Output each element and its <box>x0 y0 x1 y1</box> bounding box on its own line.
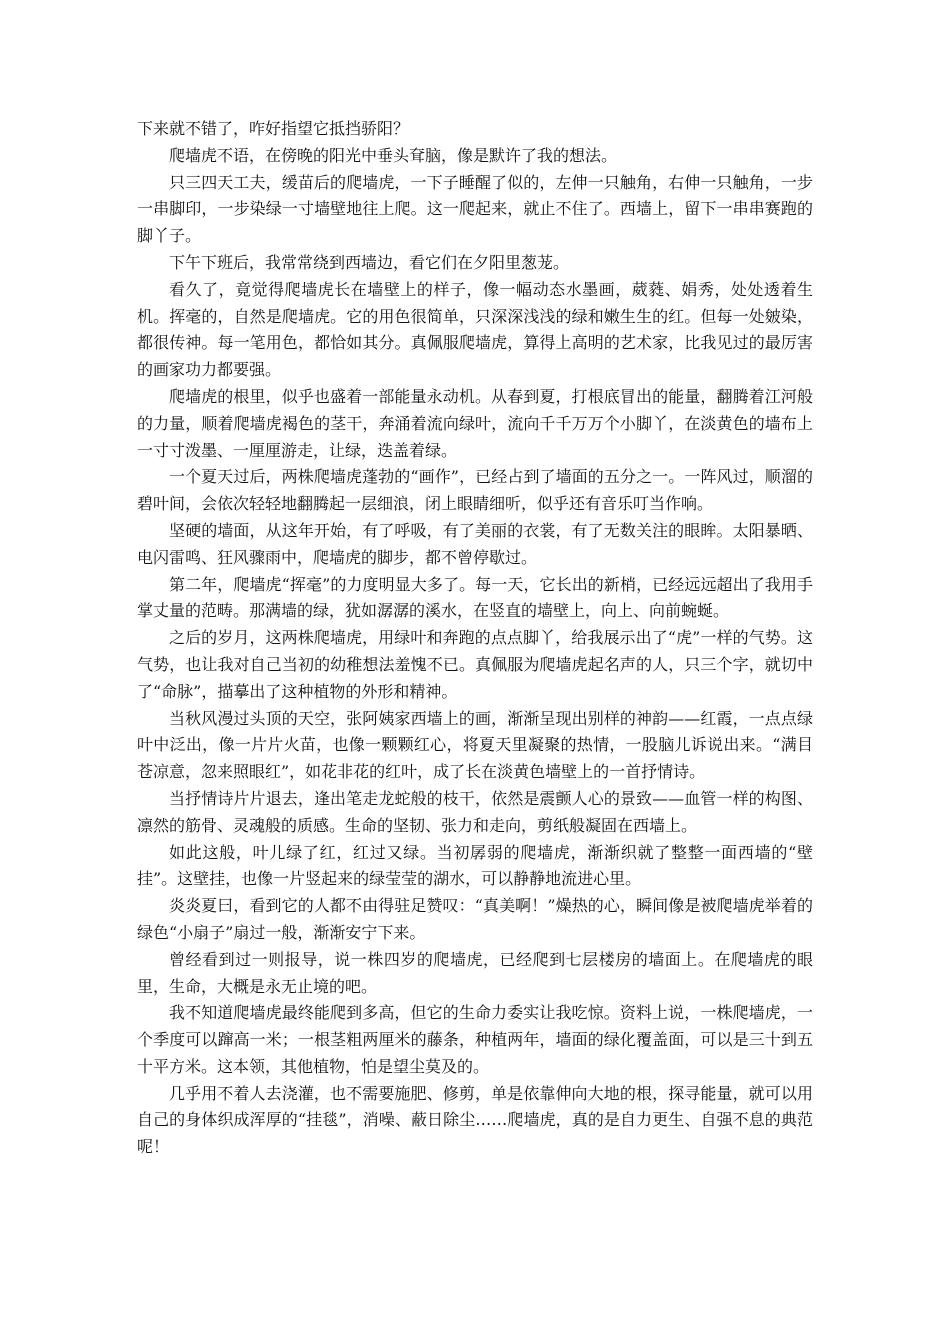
paragraph-3: 只三四天工夫，缓苗后的爬墙虎，一下子睡醒了似的，左伸一只触角，右伸一只触角，一步一串脚印，一步染绿一寸墙壁地往上爬。这一爬起来，就止不住了。西墙上，留下一串串赛跑的脚丫子。 <box>137 172 813 246</box>
document-page <box>137 116 813 1161</box>
paragraph-2: 爬墙虎不语，在傍晚的阳光中垂头耷脑，像是默许了我的想法。 <box>169 145 618 165</box>
paragraph-15: 曾经看到过一则报导，说一株四岁的爬墙虎，已经爬到七层楼房的墙面上。在爬墙虎的眼里，生命，大概是永无止境的吧。 <box>137 949 813 996</box>
paragraph-4: 下午下班后，我常常绕到西墙边，看它们在夕阳里葱茏。 <box>169 252 570 272</box>
paragraph-5: 看久了，竟觉得爬墙虎长在墙壁上的样子，像一幅动态水墨画，葳蕤、娟秀，处处透着生机。挥毫的，自然是爬墙虎。它的用色很简单，只深深浅浅的绿和嫩生生的红。但每一处皴染，都很传神。每一笔用色，都恰如其分。真佩服爬墙虎，算得上高明的艺术家，比我见过的最厉害的画家功力都要强。 <box>137 279 813 380</box>
paragraph-10: 之后的岁月，这两株爬墙虎，用绿叶和奔跑的点点脚丫，给我展示出了“虎”一样的气势。这气势，也让我对自己当初的幼稚想法羞愧不已。真佩服为爬墙虎起名声的人，只三个字，就切中了“命脉”，描摹出了这种植物的外形和精神。 <box>137 628 813 701</box>
paragraph-8: 坚硬的墙面，从这年开始，有了呼吸，有了美丽的衣裳，有了无数关注的眼眸。太阳暴晒、电闪雷鸣、狂风骤雨中，爬墙虎的脚步，都不曾停歇过。 <box>137 520 813 567</box>
paragraph-14: 炎炎夏曰，看到它的人都不由得驻足赞叹：“真美啊！”燥热的心，瞬间像是被爬墙虎举着的绿色“小扇子”扇过一般，渐渐安宁下来。 <box>137 896 813 942</box>
paragraph-6: 爬墙虎的根里，似乎也盛着一部能量永动机。从春到夏，打根底冒出的能量，翻腾着江河般的力量，顺着爬墙虎褐色的茎干，奔涌着流向绿叶，流向千千万万个小脚丫，在淡黄色的墙布上一寸寸泼墨、一厘厘游走，让绿，迭盖着绿。 <box>137 386 813 460</box>
paragraph-12: 当抒情诗片片退去，逢出笔走龙蛇般的枝干，依然是震颤人心的景致——血管一样的构图、凛然的筋骨、灵魂般的质感。生命的坚韧、张力和走向，剪纸般凝固在西墙上。 <box>137 788 813 835</box>
paragraph-16: 我不知道爬墙虎最终能爬到多高，但它的生命力委实让我吃惊。资料上说，一株爬墙虎，一个季度可以蹿高一米；一根茎粗两厘米的藤条，种植两年，墙面的绿化覆盖面，可以是三十到五十平方米。这本领，其他植物，怕是望尘莫及的。 <box>137 1003 813 1076</box>
paragraph-1: 下来就不错了，咋好指望它抵挡骄阳？ <box>137 119 410 138</box>
paragraph-17: 几乎用不着人去浇灌，也不需要施肥、修剪，单是依靠伸向大地的根，探寻能量，就可以用自己的身体织成浑厚的“挂毯”，消噪、蔽日除尘……爬墙虎，真的是自力更生、自强不息的典范呢！ <box>137 1083 813 1157</box>
paragraph-11: 当秋风漫过头顶的天空，张阿姨家西墙上的画，渐渐呈现出别样的神韵——红霞，一点点绿叶中泛出，像一片片火苗，也像一颗颗红心，将夏天里凝聚的热情，一股脑儿诉说出来。“满目苍凉意，忽来照眼红”，如花非花的红叶，成了长在淡黄色墙壁上的一首抒情诗。 <box>137 708 813 782</box>
paragraph-13: 如此这般，叶儿绿了红，红过又绿。当初孱弱的爬墙虎，渐渐织就了整整一面西墙的“壁挂”。这壁挂，也像一片竖起来的绿莹莹的湖水，可以静静地流进心里。 <box>137 842 813 889</box>
paragraph-9: 第二年，爬墙虎“挥毫”的力度明显大多了。每一天，它长出的新梢，已经远远超出了我用手掌丈量的范畴。那满墙的绿，犹如潺潺的溪水，在竖直的墙壁上，向上、向前蜿蜒。 <box>137 574 813 621</box>
paragraph-7: 一个夏天过后，两株爬墙虎蓬勃的“画作”，已经占到了墙面的五分之一。一阵风过，顺溜的碧叶间，会依次轻轻地翻腾起一层细浪，闭上眼睛细听，似乎还有音乐叮当作响。 <box>137 467 813 514</box>
